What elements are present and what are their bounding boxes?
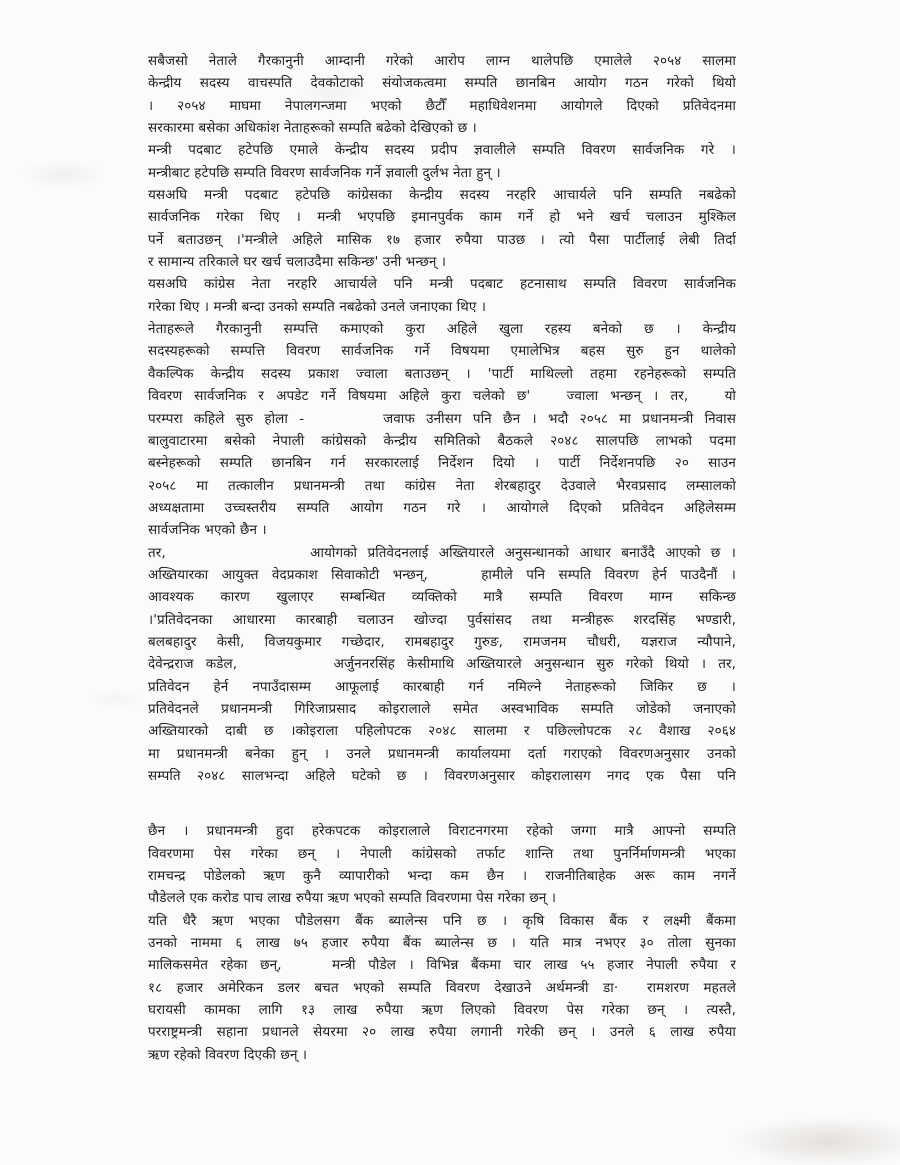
text-line: विवरणमा पेस गरेका छन् । नेपाली कांग्रेसको तर्फाट शान्ति तथा पुनर्निर्माणमन्त्री भएका [148, 845, 736, 862]
text-line: देवेन्द्रराज कडेल, अर्जुननरसिंह केसीमाथि अख्तियारले अनुसन्धान सुरु गरेको थियो । तर, [148, 656, 736, 673]
text-line: यसअघि मन्त्री पदबाट हटेपछि कांग्रेसका केन्द्रीय सदस्य नरहरि आचार्यले पनि सम्पति नबढेको [148, 187, 736, 204]
text-line: पौडेलले एक करोड पाच लाख रुपैया ऋण भएको सम्पति विवरणमा पेस गरेका छन् । [148, 890, 557, 907]
text-line: सार्वजनिक भएको छैन । [148, 522, 267, 539]
text-line: मन्त्रीबाट हटेपछि सम्पति विवरण सार्वजनिक गर्ने ज्ञवाली दुर्लभ नेता हुन् । [148, 164, 501, 181]
text-line: बस्नेहरूको सम्पति छानबिन गर्न सरकारलाई निर्देशन दियो । पार्टी निर्देशनपछि २० साउन [148, 455, 736, 472]
text-line: केन्द्रीय सदस्य वाचस्पति देवकोटाको संयोजकत्वमा सम्पति छानबिन आयोग गठन गरेको थियो [148, 75, 736, 92]
text-line: उनको नाममा ६ लाख ७५ हजार रुपैया बैंक ब्यालेन्स छ । यति मात्र नभएर ३० तोला सुनका [148, 935, 736, 952]
text-line: १८ हजार अमेरिकन डलर बचत भएको सम्पति विवरण देखाउने अर्थमन्त्री डा· रामशरण महतले [148, 979, 736, 996]
text-line: परराष्ट्रमन्त्री सहाना प्रधानले सेयरमा २० लाख रुपैया लगानी गरेकी छन् । उनले ६ लाख रुपैया [148, 1024, 736, 1041]
text-line: मालिकसमेत रहेका छन्, मन्त्री पौडेल । विभिन्न बैंकमा चार लाख ५५ हजार नेपाली रुपैया र [148, 957, 736, 974]
text-line: गरेका थिए । मन्त्री बन्दा उनको सम्पति नबढेको उनले जनाएका थिए । [148, 298, 487, 315]
text-line: रामचन्द्र पोडेलको ऋण कुनै व्यापारीको भन्दा कम छैन । राजनीतिबाहेक अरू काम नगर्ने [148, 868, 736, 885]
text-line: र सामान्य तरिकाले घर खर्च चलाउदैमा सकिन्छ' उनी भन्छन् । [148, 254, 447, 271]
text-line: घरायसी कामका लागि १३ लाख रुपैया ऋण लिएको विवरण पेस गरेका छन् । त्यस्तै, [148, 1002, 736, 1019]
text-line: सम्पति २०४८ सालभन्दा अहिले घटेको छ । विवरणअनुसार कोइरालासग नगद एक पैसा पनि [148, 768, 736, 784]
document-text-column [148, 50, 736, 1066]
text-line: सार्वजनिक गरेका थिए । मन्त्री भएपछि इमानपुर्वक काम गर्ने हो भने खर्च चलाउन मुश्किल [148, 209, 736, 226]
text-line: वैकल्पिक केन्द्रीय सदस्य प्रकाश ज्वाला बताउछन् । 'पार्टी माथिल्लो तहमा रहनेहरूको सम्पति [148, 365, 736, 382]
text-line: मा प्रधानमन्त्री बनेका हुन् । उनले प्रधानमन्त्री कार्यालयमा दर्ता गराएको विवरणअनुसार उनको [148, 745, 736, 762]
text-line: आवश्यक कारण खुलाएर सम्बन्धित व्यक्तिको मात्रै सम्पति विवरण माग्न सकिन्छ [148, 589, 736, 606]
text-line: ऋण रहेको विवरण दिएकी छन् । [148, 1046, 308, 1063]
text-line: पर्ने बताउछन् ।'मन्त्रीले अहिले मासिक १७ हजार रुपैया पाउछ । त्यो पैसा पार्टीलाई लेबी तिर्दा [148, 231, 736, 248]
text-line: परम्परा कहिले सुरु होला - जवाफ उनीसग पनि छैन । भदौ २०५८ मा प्रधानमन्त्री निवास [148, 410, 736, 427]
text-line: प्रतिवेदन हेर्न नपाउँदासम्म आफूलाई कारबाही गर्न नमिल्ने नेताहरूको जिकिर छ । [148, 678, 736, 695]
text-line: अख्तियारका आयुक्त वेदप्रकाश सिवाकोटी भन्छन्, हामीले पनि सम्पति विवरण हेर्न पाउदैनौं । [148, 566, 736, 583]
text-line: विवरण सार्वजनिक र अपडेट गर्ने विषयमा अहिले कुरा चलेको छ' ज्वाला भन्छन् । तर, यो [148, 388, 736, 405]
text-line: बालुवाटारमा बसेको नेपाली कांग्रेसको केन्द्रीय समितिको बैठकले २०४८ सालपछि लाभको पदमा [148, 432, 736, 449]
text-line: यसअघि कांग्रेस नेता नरहरि आचार्यले पनि मन्त्री पदबाट हटनासाथ सम्पति विवरण सार्वजनिक [148, 276, 736, 293]
text-line: २०५८ मा तत्कालीन प्रधानमन्त्री तथा कांग्रेस नेता शेरबहादुर देउवाले भैरवप्रसाद लम्सालको [148, 477, 736, 494]
text-line: तर, आयोगको प्रतिवेदनलाई अख्तियारले अनुसन्धानको आधार बनाउँदै आएको छ । [148, 544, 736, 561]
text-line: । २०५४ माघमा नेपालगन्जमा भएको छैटौँ महाधिवेशनमा आयोगले दिएको प्रतिवेदनमा [148, 97, 736, 114]
text-line: बलबहादुर केसी, विजयकुमार गच्छेदार, रामबहादुर गुरुङ, रामजनम चौधरी, यज्ञराज न्यौपाने, [148, 633, 736, 650]
text-line: सदस्यहरूको सम्पत्ति विवरण सार्वजनिक गर्ने विषयमा एमालेभित्र बहस सुरु हुन थालेको [148, 343, 736, 360]
text-line: यति धैरै ऋण भएका पौडेलसग बैंक ब्यालेन्स पनि छ । कृषि विकास बैंक र लक्ष्मी बैंकमा [148, 912, 736, 929]
text-line: ।'प्रतिवेदनका आधारमा कारबाही चलाउन खोज्दा पुर्वसांसद तथा मन्त्रीहरू शरदसिंह भण्डारी, [148, 611, 736, 628]
text-line: प्रतिवेदनले प्रधानमन्त्री गिरिजाप्रसाद कोइरालाले समेत अस्वभाविक सम्पति जोडेको जनाएको [148, 700, 736, 717]
paragraph-block-2 [148, 820, 736, 1066]
text-line: नेताहरूले गैरकानुनी सम्पत्ति कमाएको कुरा अहिले खुला रहस्य बनेको छ । केन्द्रीय [148, 321, 736, 338]
text-line: अध्यक्षतामा उच्चस्तरीय सम्पति आयोग गठन गरे । आयोगले दिएको प्रतिवेदन अहिलेसम्म [148, 499, 736, 516]
text-line: सबैजसो नेताले गैरकानुनी आम्दानी गरेको आरोप लाग्न थालेपछि एमालेले २०५४ सालमा [148, 53, 736, 69]
paragraph-block-1 [148, 50, 736, 787]
text-line: सरकारमा बसेका अधिकांश नेताहरूको सम्पति बढेको देखिएको छ । [148, 120, 477, 137]
text-line: मन्त्री पदबाट हटेपछि एमाले केन्द्रीय सदस्य प्रदीप ज्ञवालीले सम्पति विवरण सार्वजनिक गरे । [148, 142, 736, 159]
text-line: अख्तियारको दाबी छ ।कोइराला पहिलोपटक २०४८ सालमा र पछिल्लोपटक २८ वैशाख २०६४ [148, 723, 736, 740]
text-line: छैन । प्रधानमन्त्री हुदा हरेकपटक कोइरालाले विराटनगरमा रहेको जग्गा मात्रै आफ्नो सम्पति [148, 823, 736, 840]
